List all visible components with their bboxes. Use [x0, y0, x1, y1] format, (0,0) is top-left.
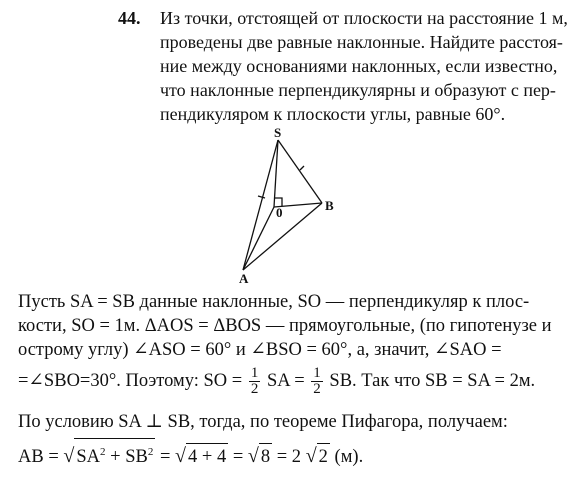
label-S: S — [274, 125, 282, 140]
solution-line-1: Пусть SA = SB данные наклонные, SO — перпендикуляр к плос- — [18, 292, 530, 312]
tick-SB — [300, 166, 304, 170]
problem-line-2: проведены две равные наклонные. Найдите расстоя- — [160, 32, 563, 52]
edge-AO — [243, 207, 274, 270]
edge-SB — [278, 140, 322, 203]
solution-line-2: кости, SO = 1м. ΔAOS = ΔBOS — прямоугольные, (по гипотенузе и — [18, 316, 552, 336]
solution-line-4 — [18, 364, 535, 398]
problem-line-3: ние между основаниями наклонных, если известно, — [160, 56, 558, 76]
problem-line-4: что наклонные перпендикулярны и образуют с пер- — [160, 80, 556, 100]
sol4-part-c: SB. Так что SB = SA = 2м. — [329, 371, 536, 391]
fraction-one-half: $\frac{1}{2}$ — [250, 365, 259, 398]
sol4-part-b: SA = — [266, 371, 305, 391]
problem-number: 44. — [118, 8, 141, 28]
label-A: A — [239, 271, 249, 286]
sol4-part-a: =∠SBO=30°. Поэтому: SO = — [18, 371, 243, 391]
problem-line-1: Из точки, отстоящей от плоскости на расстояние 1 м, — [160, 8, 568, 28]
solution-line-6: AB = √ $SA^2 + SB^2$ = √ 4 + 4 = √ 8 = 2 √ 2 (м). — [18, 438, 363, 470]
solution-line-5: По условию SA ⊥ SB, тогда, по теореме Пифагора, получаем: — [18, 412, 508, 432]
label-B: B — [325, 198, 334, 213]
sqrt-8: 8 — [259, 443, 272, 470]
edge-AB — [243, 203, 322, 270]
sqrt-4-plus-4: 4 + 4 — [186, 443, 228, 470]
problem-line-5: пендикуляром к плоскости углы, равные 60°. — [160, 104, 506, 124]
edge-SO — [274, 140, 278, 207]
sqrt-sa2-sb2: $SA^2 + SB^2$ — [74, 438, 155, 470]
tick-SA — [258, 196, 265, 198]
fraction-one-half-2: $\frac{1}{2}$ — [313, 365, 321, 398]
solution-line-3: острому углу) ∠ASO = 60° и ∠BSO = 60°, а, значит, ∠SAO = — [18, 340, 502, 360]
edge-SA — [243, 140, 278, 270]
sqrt-2: 2 — [317, 443, 330, 470]
label-O: 0 — [276, 205, 283, 220]
